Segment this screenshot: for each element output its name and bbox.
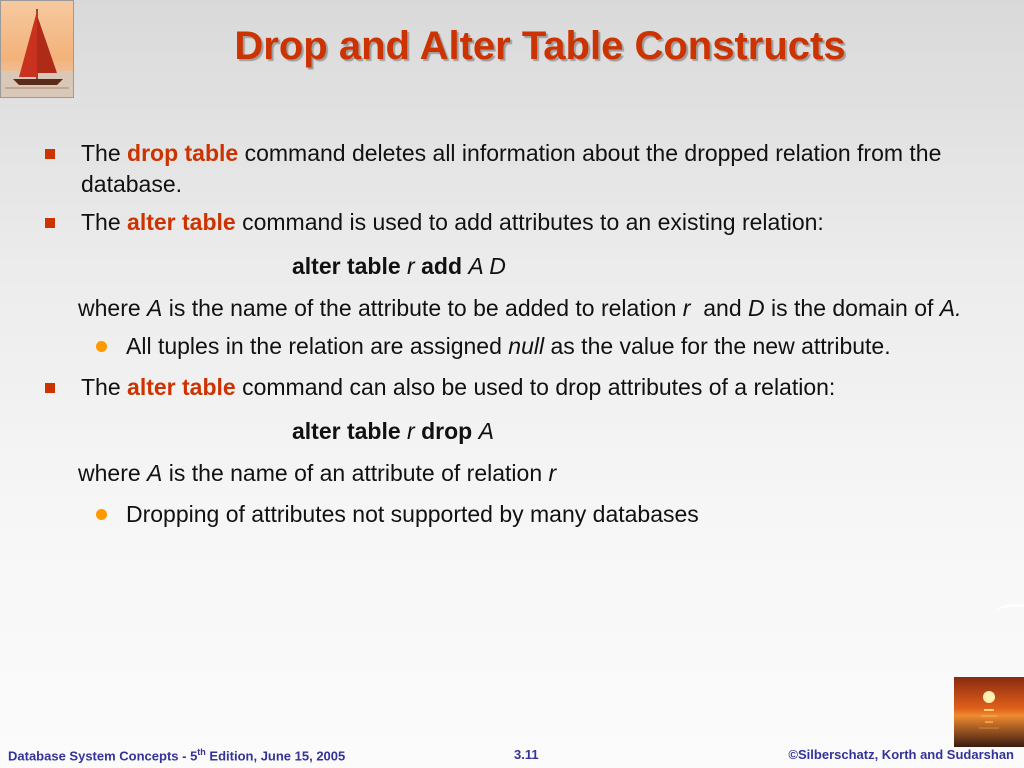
keyword-alter-table: alter table — [127, 209, 236, 235]
round-bullet-icon — [96, 341, 107, 352]
bullet-alter-add — [45, 207, 995, 238]
slide-content — [45, 138, 995, 530]
square-bullet-icon — [45, 149, 55, 159]
footer — [0, 747, 1024, 768]
sunset-logo-icon — [954, 677, 1024, 747]
bullet-alter-drop — [45, 372, 995, 403]
bullet-text: The alter table command can also be used to drop attributes of a relation: — [81, 374, 836, 400]
square-bullet-icon — [45, 218, 55, 228]
bullet-drop-table — [45, 138, 995, 200]
sub-bullet-dropping — [45, 499, 995, 530]
square-bullet-icon — [45, 383, 55, 393]
bullet-text: The drop table command deletes all information about the dropped relation from the database. — [81, 140, 942, 197]
footer-page-number: 3.11 — [514, 747, 539, 762]
round-bullet-icon — [96, 509, 107, 520]
command-alter-drop: alter table r drop A — [292, 418, 494, 444]
page-title: Drop and Alter Table Constructs — [234, 24, 846, 68]
footer-book-title: Database System Concepts - 5th Edition, June 15, 2005 — [8, 747, 346, 764]
sub-bullet-text: Dropping of attributes not supported by many databases — [126, 501, 699, 527]
where-clause-drop: where A is the name of an attribute of relation r — [78, 460, 557, 486]
footer-copyright: ©Silberschatz, Korth and Sudarshan — [788, 747, 1014, 762]
sub-bullet-text: All tuples in the relation are assigned null as the value for the new attribute. — [126, 333, 891, 359]
where-clause-add: where A is the name of the attribute to be added to relation r and D is the domain of A. — [78, 295, 962, 321]
command-alter-add: alter table r add A D — [292, 253, 506, 279]
sub-bullet-null — [45, 331, 995, 362]
bullet-text: The alter table command is used to add attributes to an existing relation: — [81, 209, 824, 235]
keyword-alter-table: alter table — [127, 374, 236, 400]
decorative-swoosh — [996, 604, 1024, 619]
keyword-drop-table: drop table — [127, 140, 239, 166]
